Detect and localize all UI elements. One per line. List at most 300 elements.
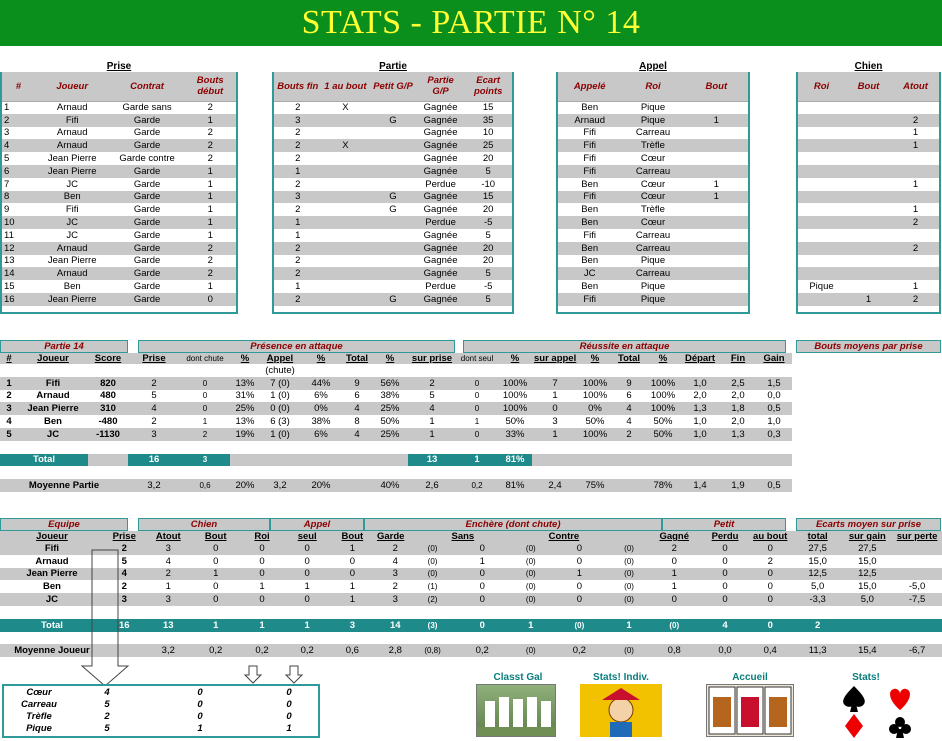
mid-col-header: %	[646, 353, 680, 364]
mid-cell: 2	[128, 377, 180, 390]
table-row	[0, 593, 942, 606]
bot-cell: 0	[748, 568, 793, 581]
game-bout	[685, 280, 748, 293]
table-row	[2, 293, 236, 306]
total-cell: 14	[375, 619, 416, 632]
bot-col-header: Contre	[547, 531, 613, 542]
cell	[330, 606, 375, 619]
game-num: 6	[2, 165, 35, 178]
mid-col-header: sur appel	[534, 353, 577, 364]
cap-presence: Présence en attaque	[138, 340, 455, 353]
game-chien-roi	[798, 293, 845, 306]
mid-cell: 1,0	[680, 377, 720, 390]
cell	[456, 441, 498, 454]
bot-cell: 0	[285, 568, 330, 581]
total-cell: 1	[239, 619, 284, 632]
col-au-bout: 1 au bout	[322, 72, 370, 101]
bot-col-header: seul	[285, 531, 330, 542]
bot-cell: 3	[145, 542, 192, 555]
bot-col-header: total	[793, 531, 843, 542]
mid-cell: 50%	[585, 416, 605, 428]
bot-cell	[892, 542, 942, 555]
cell	[532, 466, 578, 479]
bot-cell: 5	[121, 555, 127, 567]
game-appele: JC	[558, 267, 621, 280]
total-cell: 1	[612, 619, 646, 632]
cell	[892, 632, 942, 645]
mid-cell: 2,5	[720, 377, 756, 390]
game-ecart: 35	[464, 114, 512, 127]
game-chien-atout	[892, 191, 939, 204]
mid-col-header: %	[300, 353, 342, 364]
mid-cell: 1,0	[680, 428, 720, 441]
game-bouts-debut: 1	[207, 229, 213, 241]
total-cell	[88, 454, 128, 467]
game-roi: Carreau	[621, 242, 684, 255]
cell	[449, 632, 515, 645]
table-row	[0, 542, 942, 555]
game-bouts-fin: 1	[295, 229, 301, 241]
mid-cell: Fifi	[18, 377, 88, 390]
mid-cell: 33%	[498, 428, 532, 441]
game-roi: Carreau	[635, 229, 671, 241]
total-cell: Total	[0, 619, 104, 632]
game-bouts-fin: 2	[295, 255, 301, 267]
game-num: 4	[2, 139, 35, 152]
mid-col-header: Fin	[720, 353, 756, 364]
mid-cell: 8	[354, 416, 360, 428]
total-cell: Total	[0, 454, 88, 467]
total-cell: (3)	[416, 619, 450, 632]
game-roi: Carreau	[621, 267, 684, 280]
table-row	[274, 101, 512, 114]
table-row	[0, 402, 942, 415]
game-chien-atout: 1	[912, 204, 919, 216]
bot-col-header: Gagné	[646, 531, 702, 542]
mid-col-header: Départ	[680, 353, 720, 364]
bot-cell: 0	[192, 542, 239, 555]
bot-col-header: Bout	[330, 531, 375, 542]
mid-col-header: #	[0, 353, 18, 364]
bot-col-header	[416, 531, 450, 542]
game-ecart: 5	[464, 293, 512, 306]
game-bouts-fin: 1	[274, 216, 322, 229]
mid-cell: 1	[202, 417, 208, 427]
mid-cell: 0	[532, 402, 578, 415]
table-row	[798, 101, 939, 114]
suit-row	[4, 686, 318, 698]
table-row	[274, 267, 512, 280]
game-bout	[685, 242, 748, 255]
mid-cell: 4	[626, 416, 632, 428]
mid-cell: 4	[408, 402, 456, 415]
mid-cell: 1,0	[693, 416, 707, 428]
game-partie: Gagnée	[423, 102, 458, 114]
game-appele: Fifi	[558, 139, 621, 152]
total-cell: 13	[145, 619, 192, 632]
bot-cell: (0)	[624, 556, 634, 566]
game-bout	[685, 127, 748, 140]
bot-col-header	[612, 531, 646, 542]
game-joueur: Arnaud	[35, 267, 110, 280]
game-chien-atout	[892, 267, 939, 280]
mid-col-header: Score	[88, 353, 128, 364]
game-roi: Pique	[621, 114, 684, 127]
cell	[180, 441, 230, 454]
cell	[300, 466, 342, 479]
game-contrat: Garde	[110, 293, 185, 306]
mid-cell: 480	[100, 390, 116, 402]
table-row	[274, 216, 512, 229]
cell	[180, 466, 230, 479]
spacer-row	[0, 466, 942, 479]
mid-col-header: dont seul	[456, 353, 498, 364]
arrow-down-icon	[285, 665, 305, 685]
nav-accueil[interactable]	[706, 684, 794, 737]
bot-cell: 0	[576, 555, 582, 567]
cell	[547, 606, 613, 619]
col-ecart: Ecart points	[464, 72, 512, 101]
game-chien-bout	[845, 139, 892, 152]
table-row	[2, 101, 236, 114]
game-partie: Gagnée	[417, 242, 465, 255]
cell	[578, 466, 612, 479]
game-contrat: Garde sans	[122, 102, 172, 114]
cell	[756, 466, 792, 479]
mid-cell: 6	[626, 390, 632, 402]
game-joueur: Fifi	[65, 204, 79, 216]
game-bouts-fin: 2	[295, 204, 301, 216]
bot-cell: 1	[547, 568, 613, 581]
game-ecart: 15	[464, 191, 512, 204]
game-appele: Arnaud	[558, 114, 621, 127]
cell	[239, 632, 284, 645]
bot-cell: 0	[547, 542, 613, 555]
bot-cell: 0	[192, 593, 239, 606]
game-bouts-fin: 2	[295, 127, 301, 139]
mid-cell: 100%	[578, 428, 612, 441]
table-row	[558, 114, 748, 127]
suit-cell: Trèfle	[4, 710, 74, 722]
game-contrat: Garde	[110, 165, 185, 178]
game-petit: G	[369, 293, 417, 306]
total-cell	[532, 454, 792, 467]
bot-cell: 0	[702, 593, 747, 606]
game-petit	[369, 242, 417, 255]
game-joueur: JC	[35, 216, 110, 229]
game-petit: G	[369, 114, 417, 127]
game-chien-roi	[798, 165, 845, 178]
bot-cell: Fifi	[0, 542, 104, 555]
cell	[230, 441, 260, 454]
total-cell: 16	[104, 619, 145, 632]
mid-cell: 6%	[314, 390, 328, 402]
mid-cell: -1130	[88, 428, 128, 441]
game-contrat: Garde	[110, 191, 185, 204]
game-partie: Gagnée	[423, 127, 458, 139]
mid-cell: 310	[88, 402, 128, 415]
bot-cell: -7,5	[892, 593, 942, 606]
game-ecart: 20	[482, 255, 494, 267]
bot-cell: 27,5	[842, 542, 892, 555]
mid-cell: 50%	[505, 416, 525, 428]
mid-cell: 1 (0)	[270, 390, 290, 402]
bot-cell: (0)	[612, 568, 646, 581]
mid-cell: 9	[342, 377, 372, 390]
cell	[260, 466, 300, 479]
game-bouts-fin: 2	[295, 102, 301, 114]
cell	[498, 466, 532, 479]
mid-cell: 56%	[372, 377, 408, 390]
mid-cell: 25%	[372, 428, 408, 441]
game-joueur: Jean Pierre	[35, 165, 110, 178]
bot-col-header	[515, 531, 547, 542]
game-au-bout	[322, 152, 370, 165]
game-partie: Perdue	[417, 216, 465, 229]
bot-cell	[892, 555, 942, 568]
table-row	[274, 203, 512, 216]
spacer-row	[0, 441, 942, 454]
nav-stats-suits[interactable]	[838, 684, 922, 738]
bot-cell: 0	[304, 555, 310, 567]
game-joueur: Jean Pierre	[47, 255, 97, 267]
mid-cell: 0	[202, 391, 208, 401]
table-row	[2, 191, 236, 204]
game-bout	[685, 203, 748, 216]
game-roi: Pique	[640, 255, 666, 267]
game-ecart: 5	[464, 165, 512, 178]
game-chien-bout	[845, 242, 892, 255]
mid-cell: 1	[429, 416, 435, 428]
game-ecart: 5	[485, 229, 491, 241]
bot-cell: JC	[0, 593, 104, 606]
cell	[748, 606, 793, 619]
suit-cell: 0	[260, 698, 318, 710]
game-partie: Perdue	[425, 281, 456, 293]
col-contrat: Contrat	[110, 72, 185, 101]
mid-col-header: dont chute	[180, 353, 230, 364]
game-contrat: Garde	[133, 178, 161, 190]
game-appele: Fifi	[558, 293, 621, 306]
section-prise: Prise	[106, 61, 132, 72]
game-au-bout	[322, 203, 370, 216]
bot-cell: 1	[349, 581, 356, 593]
moyenne-cell: 40%	[372, 479, 408, 492]
game-num: 9	[4, 204, 10, 216]
game-bouts-debut: 2	[207, 127, 213, 139]
game-partie: Gagnée	[423, 255, 458, 267]
moyenne-cell: 20%	[300, 479, 342, 492]
mid-cell: 4	[612, 402, 646, 415]
mid-cell: 0%	[300, 402, 342, 415]
bot-cell: -5,0	[908, 581, 926, 593]
game-bout	[685, 139, 748, 152]
game-contrat: Garde	[133, 127, 161, 139]
game-bout	[685, 255, 748, 268]
bot-cell: 2	[392, 581, 398, 593]
table-row	[798, 203, 939, 216]
total-cell: 1	[456, 454, 498, 467]
mid-cell: 2,0	[731, 416, 745, 428]
nav-classt-gal[interactable]	[476, 684, 556, 737]
nav-stats-indiv[interactable]	[580, 684, 662, 737]
moyenne-cell: 3,2	[128, 479, 180, 492]
game-bouts-fin: 2	[295, 178, 301, 190]
bot-cell: (2)	[416, 593, 450, 606]
bot-cell: 3	[375, 568, 416, 581]
game-bout: 1	[685, 191, 748, 204]
table-row	[798, 280, 939, 293]
total-cell: (0)	[646, 619, 702, 632]
game-appele: Ben	[581, 178, 599, 190]
mid-cell: 4	[6, 416, 12, 428]
bot-cell: 1	[671, 581, 677, 593]
cell	[230, 466, 260, 479]
game-au-bout	[322, 178, 370, 191]
mid-cell: 0	[474, 391, 480, 401]
bot-cell: 2	[646, 542, 702, 555]
cell	[748, 632, 793, 645]
table-row	[558, 229, 748, 242]
table-row	[2, 152, 236, 165]
cell	[612, 606, 646, 619]
game-roi: Carreau	[621, 165, 684, 178]
mid-cell: 0 (0)	[260, 402, 300, 415]
game-bouts-fin: 3	[274, 114, 322, 127]
mid-cell: 0	[180, 377, 230, 390]
cell	[88, 466, 128, 479]
table-row	[274, 165, 512, 178]
game-chien-roi	[798, 101, 845, 114]
game-contrat: Garde	[133, 255, 161, 267]
table-row	[798, 191, 939, 204]
table-row	[2, 165, 236, 178]
game-roi: Pique	[640, 281, 666, 293]
cell	[342, 466, 372, 479]
bot-cell: (1)	[427, 582, 438, 592]
bot-cell: Jean Pierre	[0, 568, 104, 581]
table-row	[798, 152, 939, 165]
game-bout	[685, 229, 748, 242]
bot-cell: (0)	[515, 593, 547, 606]
mid-cell: 100%	[498, 377, 532, 390]
suit-cell: 0	[140, 686, 260, 698]
cell	[88, 441, 128, 454]
game-chien-bout	[845, 267, 892, 280]
moyenne-row	[0, 644, 942, 657]
game-bouts-debut: 2	[207, 153, 213, 165]
bot-cell: (0)	[612, 593, 646, 606]
mid-cell: 100%	[650, 390, 676, 402]
total-row	[0, 619, 942, 632]
game-bouts-fin: 2	[274, 139, 322, 152]
nav-classt-label: Classt Gal	[493, 672, 543, 683]
game-au-bout	[322, 114, 370, 127]
cell	[416, 606, 450, 619]
cell	[456, 466, 498, 479]
game-chien-atout	[892, 255, 939, 268]
mid-col-header: %	[578, 353, 612, 364]
game-chien-roi: Pique	[809, 281, 834, 293]
game-petit	[369, 165, 417, 178]
table-row	[274, 242, 512, 255]
bot-cell: 15,0	[858, 581, 877, 593]
bot-cell: 15,0	[858, 555, 877, 567]
total-cell: 0	[748, 619, 793, 632]
mid-cell: Arnaud	[36, 390, 70, 402]
suit-cell: 0	[140, 698, 260, 710]
table-row	[558, 152, 748, 165]
game-bout	[685, 267, 748, 280]
cell	[612, 632, 646, 645]
bot-cell	[892, 568, 942, 581]
moyenne-cell: 15,4	[842, 644, 892, 657]
cell	[680, 441, 720, 454]
game-au-bout	[322, 280, 370, 293]
bot-cell: (0)	[525, 556, 536, 566]
card-suits-icon	[838, 684, 922, 738]
game-bout	[685, 101, 748, 114]
cell	[342, 441, 372, 454]
game-bout: 1	[713, 178, 719, 190]
bot-cell: 0	[722, 555, 728, 567]
mid-cell: 100%	[582, 390, 608, 402]
mid-cell: 0,3	[756, 428, 792, 441]
moyenne-cell: 0,2	[285, 644, 330, 657]
moyenne-cell: (0)	[612, 644, 646, 657]
game-au-bout	[322, 255, 370, 268]
bot-cell: -3,3	[793, 593, 843, 606]
table-row	[798, 127, 939, 140]
game-contrat: Garde	[110, 114, 185, 127]
bot-cell: 0	[646, 593, 702, 606]
bot-cell: 0	[449, 593, 515, 606]
bot-col-header: Bout	[192, 531, 239, 542]
game-petit	[369, 216, 417, 229]
bot-cell: 0	[748, 593, 793, 606]
total-cell: (0)	[547, 619, 613, 632]
mid-cell: 19%	[230, 428, 260, 441]
cell	[793, 632, 843, 645]
cap-petit: Petit	[662, 518, 786, 531]
game-bouts-debut: 2	[185, 267, 237, 280]
moyenne-cell: (0)	[515, 644, 547, 657]
game-bouts-debut: 1	[207, 204, 213, 216]
mid-cell: 1,0	[767, 416, 781, 428]
mid-cell: 820	[88, 377, 128, 390]
cell	[285, 632, 330, 645]
game-chien-bout	[845, 152, 892, 165]
col-bouts-fin: Bouts fin	[274, 72, 322, 101]
game-contrat: Garde	[133, 281, 161, 293]
game-partie: Gagnée	[417, 165, 465, 178]
bot-cell: 2	[767, 555, 773, 567]
game-bouts-fin: 2	[274, 293, 322, 306]
game-partie: Gagnée	[417, 267, 465, 280]
bot-cell: (0)	[525, 582, 536, 592]
moyenne-cell: 3,2	[145, 644, 192, 657]
moyenne-cell	[342, 479, 372, 492]
moyenne-cell: 81%	[498, 479, 532, 492]
mid-cell: 2,0	[731, 390, 745, 402]
cap-appel: Appel	[270, 518, 364, 531]
mid-cell: 1,5	[756, 377, 792, 390]
game-chien-bout	[845, 165, 892, 178]
game-chien-bout	[845, 216, 892, 229]
moyenne-cell: 75%	[578, 479, 612, 492]
mid-cell: 100%	[646, 377, 680, 390]
suit-row	[4, 722, 318, 734]
